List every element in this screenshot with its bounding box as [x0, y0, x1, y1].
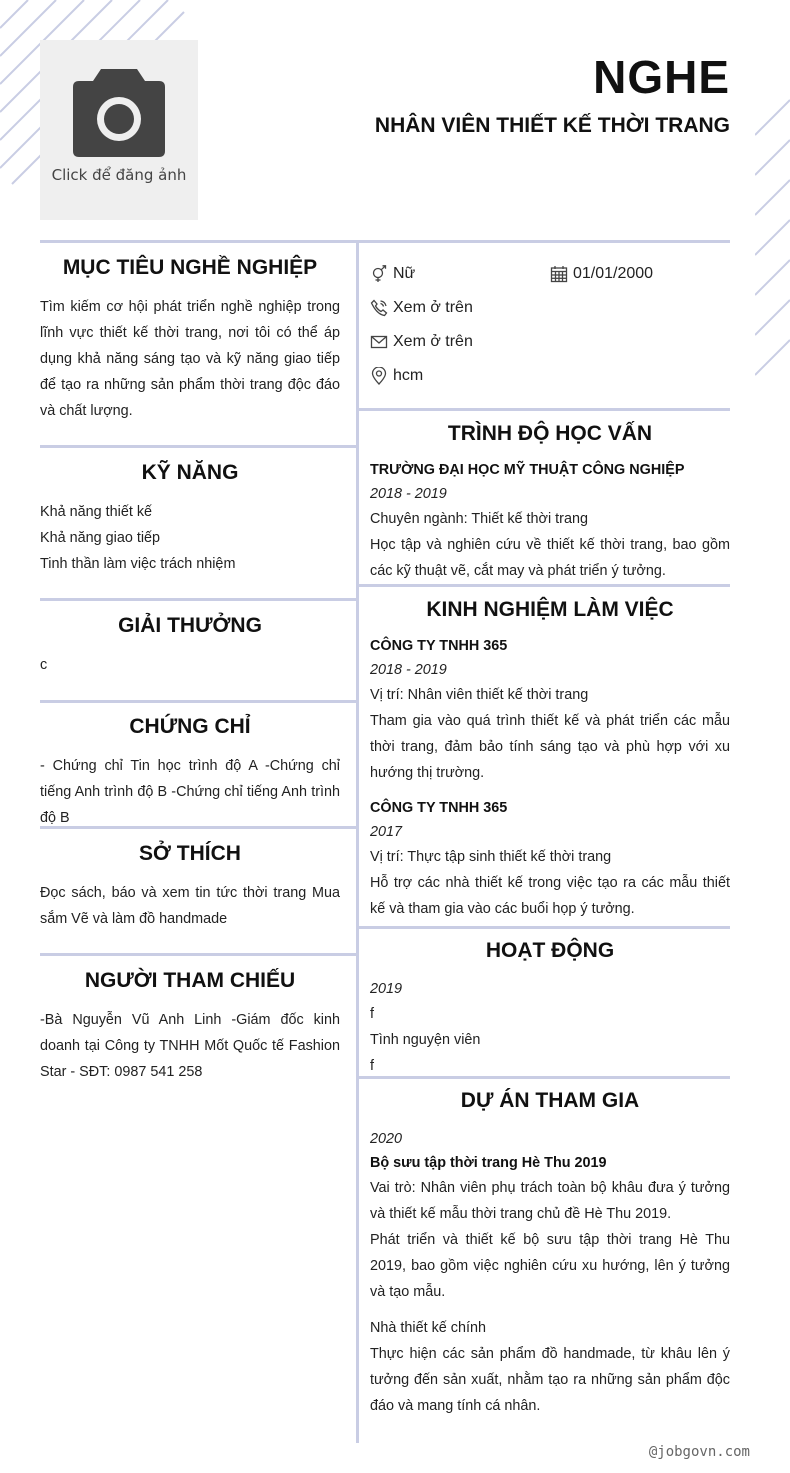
job-period: 2018 - 2019: [370, 662, 447, 678]
job-description: Hỗ trợ các nhà thiết kế trong việc tạo ra các mẫu thiết kế và tham gia vào các buổi họp ý tưởng.: [370, 875, 730, 917]
education-section: [370, 422, 730, 584]
experience-title: KINH NGHIỆM LÀM VIỆC: [426, 598, 674, 621]
divider-left-3: [40, 700, 356, 703]
skills-section: [40, 461, 340, 577]
objective-text: Tìm kiếm cơ hội phát triển nghề nghiệp trong lĩnh vực thiết kế thời trang, nơi tôi có thể áp dụng khả năng sáng tạo và kỹ năng giao tiếp để tạo ra những sản phẩm thời trang độc đáo và chất lượng.: [40, 299, 340, 419]
certificates-text: - Chứng chỉ Tin học trình độ A -Chứng chỉ tiếng Anh trình độ B -Chứng chỉ tiếng Anh trình độ B: [40, 758, 340, 826]
references-title: NGƯỜI THAM CHIẾU: [84, 969, 296, 992]
activities-title: HOẠT ĐỘNG: [485, 939, 615, 962]
projects-title: DỰ ÁN THAM GIA: [460, 1089, 640, 1112]
project-description: Phát triển và thiết kế bộ sưu tập thời trang Hè Thu 2019, bao gồm việc nghiên cứu xu hướng, lên ý tưởng và tạo mẫu.: [370, 1232, 730, 1300]
address-info: [370, 367, 423, 385]
project-name: Bộ sưu tập thời trang Hè Thu 2019: [370, 1155, 607, 1171]
candidate-name: NGHE: [593, 51, 730, 103]
divider-left-5: [40, 953, 356, 956]
skill-item: Khả năng thiết kế: [40, 504, 153, 520]
birthday-info: [550, 265, 653, 283]
job-position: Vị trí: Thực tập sinh thiết kế thời trang: [370, 849, 612, 865]
education-title: TRÌNH ĐỘ HỌC VẤN: [447, 422, 653, 445]
school-name: TRƯỜNG ĐẠI HỌC MỸ THUẬT CÔNG NGHIỆP: [370, 462, 685, 478]
awards-text: c: [40, 657, 48, 673]
divider-top: [40, 240, 730, 243]
activities-section: [370, 939, 730, 1079]
location-pin-icon: [370, 367, 388, 385]
divider-right-2: [359, 584, 730, 587]
decorative-stripes-right: [755, 95, 790, 385]
email-icon: [370, 333, 388, 351]
certificates-title: CHỨNG CHỈ: [129, 715, 251, 738]
email-value: Xem ở trên: [393, 333, 473, 350]
education-description: Học tập và nghiên cứu về thiết kế thời trang, bao gồm các kỹ thuật vẽ, cắt may và phát triển ý tưởng.: [370, 537, 730, 579]
activity-description: f: [370, 1058, 374, 1074]
company-name: CÔNG TY TNHH 365: [370, 800, 508, 816]
activity-role: Tình nguyện viên: [370, 1032, 481, 1048]
job-position: Vị trí: Nhân viên thiết kế thời trang: [370, 687, 589, 703]
project-role: Vai trò: Nhân viên phụ trách toàn bộ khâu đưa ý tưởng và thiết kế mẫu thời trang chủ đề Hè Thu 2019.: [370, 1180, 730, 1222]
camera-icon: [71, 65, 167, 161]
project-description-2: Thực hiện các sản phẩm đồ handmade, từ khâu lên ý tưởng đến sản xuất, nhằm tạo ra những sản phẩm độc đáo và mang tính cá nhân.: [370, 1346, 730, 1414]
address-value: hcm: [393, 367, 424, 384]
column-divider: [356, 240, 359, 1443]
divider-left-2: [40, 598, 356, 601]
objective-section: [40, 256, 340, 424]
photo-caption: Click để đăng ảnh: [51, 166, 187, 184]
divider-right-3: [359, 926, 730, 929]
objective-title: MỤC TIÊU NGHỀ NGHIỆP: [62, 256, 318, 279]
company-name: CÔNG TY TNHH 365: [370, 638, 508, 654]
experience-item: [370, 634, 730, 786]
calendar-icon: [550, 265, 568, 283]
gender-value: Nữ: [393, 265, 416, 282]
experience-section: [370, 598, 730, 922]
phone-info: [370, 299, 473, 317]
hobbies-section: [40, 842, 340, 932]
hobbies-title: SỞ THÍCH: [139, 842, 241, 865]
project-year: 2020: [370, 1131, 403, 1147]
experience-item: [370, 796, 730, 922]
birthday-value: 01/01/2000: [573, 265, 654, 282]
education-major: Chuyên ngành: Thiết kế thời trang: [370, 511, 588, 527]
watermark: @jobgovn.com: [648, 1444, 750, 1460]
job-description: Tham gia vào quá trình thiết kế và phát triển các mẫu thời trang, đảm bảo tính sáng tạo và phù hợp với xu hướng thị trường.: [370, 713, 730, 781]
references-text: -Bà Nguyễn Vũ Anh Linh -Giám đốc kinh doanh tại Công ty TNHH Mốt Quốc tế Fashion Star - SĐT: 0987 541 258: [40, 1012, 340, 1080]
awards-section: [40, 614, 340, 678]
divider-right-1: [359, 408, 730, 411]
skills-title: KỸ NĂNG: [141, 461, 239, 484]
photo-upload[interactable]: [40, 40, 198, 220]
gender-icon: [370, 265, 388, 283]
skill-item: Tinh thần làm việc trách nhiệm: [40, 556, 236, 572]
awards-title: GIẢI THƯỞNG: [118, 614, 262, 637]
email-info: [370, 333, 473, 351]
job-title: NHÂN VIÊN THIẾT KẾ THỜI TRANG: [374, 114, 730, 137]
phone-icon: [370, 299, 388, 317]
divider-left-1: [40, 445, 356, 448]
job-period: 2017: [370, 824, 403, 840]
phone-value: Xem ở trên: [393, 299, 473, 316]
certificates-section: [40, 715, 340, 831]
skill-item: Khả năng giao tiếp: [40, 530, 161, 546]
projects-section: [370, 1089, 730, 1419]
gender-info: [370, 265, 415, 283]
references-section: [40, 969, 340, 1085]
activity-year: 2019: [370, 981, 403, 997]
hobbies-text: Đọc sách, báo và xem tin tức thời trang Mua sắm Vẽ và làm đồ handmade: [40, 885, 340, 927]
education-period: 2018 - 2019: [370, 486, 447, 502]
activity-org: f: [370, 1006, 374, 1022]
project-role-2: Nhà thiết kế chính: [370, 1320, 486, 1336]
